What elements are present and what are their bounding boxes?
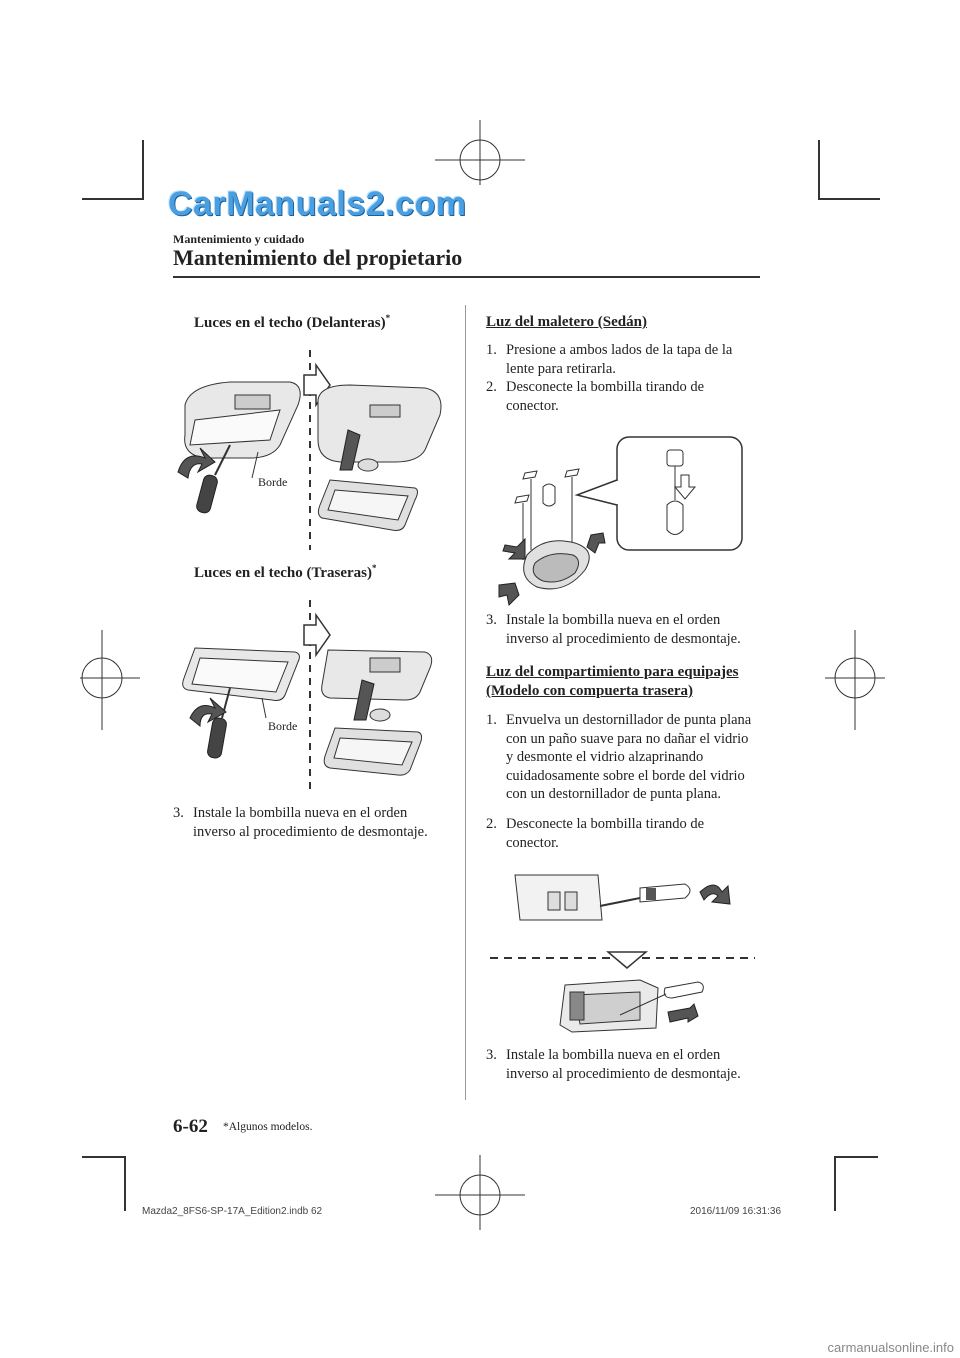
footnote: *Algunos modelos. (223, 1121, 313, 1133)
chapter-kicker: Mantenimiento y cuidado (173, 232, 305, 246)
registration-target-left (80, 630, 140, 730)
crop-mark (124, 1156, 126, 1211)
crop-mark (834, 1156, 836, 1211)
step-3-left: 3. Instale la bombilla nueva en el orden inverso al procedimiento de desmontaje. (173, 805, 428, 840)
page-number: 6-62 (173, 1116, 208, 1137)
cargo-step-3: 3. Instale la bombilla nueva en el orden inverso al procedimiento de desmontaje. (486, 1047, 741, 1082)
page-title: Mantenimiento del propietario (173, 245, 463, 270)
rear-dome-light-illustration (170, 600, 450, 790)
column-divider (465, 305, 466, 1100)
crop-mark (818, 140, 820, 200)
figure-title-rear-dome: Luces en el techo (Traseras)* (194, 563, 377, 581)
registration-target-bottom (435, 1150, 525, 1230)
cargo-step-1: 1. Envuelva un destornillador de punta plana con un paño suave para no dañar el vidrio y desmonte el vidrio alzaprinando cuidadosamente sobre el borde del vidrio con un destornillador de punta plana. (486, 712, 752, 802)
cargo-light-illustration (490, 870, 755, 1050)
figure-label-edge: Borde (258, 475, 288, 489)
print-file-info: Mazda2_8FS6-SP-17A_Edition2.indb 62 (142, 1206, 323, 1217)
crop-mark (142, 140, 144, 200)
figure-title-front-dome: Luces en el techo (Delanteras)* (194, 313, 391, 331)
header-rule (173, 276, 760, 278)
crop-mark (82, 198, 142, 200)
trunk-light-illustration (495, 435, 750, 610)
trunk-step-1: 1. Presione a ambos lados de la tapa de la lente para retirarla. (486, 342, 733, 377)
trunk-step-3: 3. Instale la bombilla nueva en el orden inverso al procedimiento de desmontaje. (486, 612, 741, 647)
heading-cargo-light-2: (Modelo con compuerta trasera) (486, 683, 694, 699)
watermark-logo: CarManuals2.com (168, 185, 467, 223)
crop-mark (820, 198, 880, 200)
front-dome-light-illustration (170, 350, 450, 550)
heading-trunk-light: Luz del maletero (Sedán) (486, 314, 647, 330)
figure-label-edge: Borde (268, 719, 298, 733)
registration-target-right (825, 630, 885, 730)
heading-cargo-light-1: Luz del compartimiento para equipajes (486, 664, 739, 680)
cargo-step-2: 2. Desconecte la bombilla tirando de conector. (486, 816, 705, 851)
trunk-step-2: 2. Desconecte la bombilla tirando de conector. (486, 379, 705, 414)
crop-mark (82, 1156, 124, 1158)
crop-mark (836, 1156, 878, 1158)
print-date-info: 2016/11/09 16:31:36 (690, 1206, 782, 1217)
bottom-watermark: carmanualsonline.info (827, 1340, 954, 1355)
